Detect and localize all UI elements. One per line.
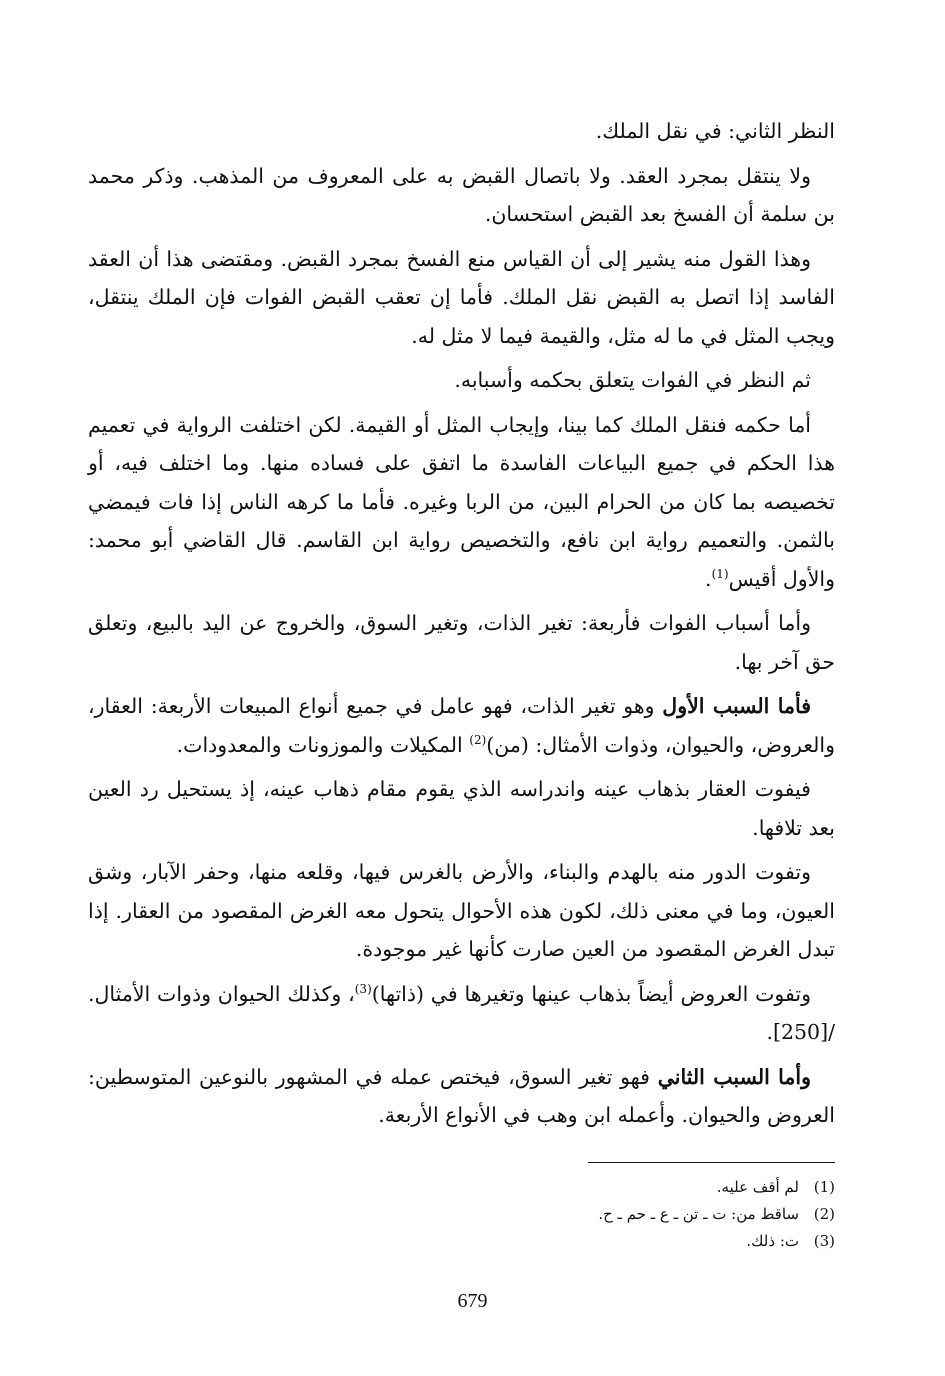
heading-paragraph: النظر الثاني: في نقل الملك. (595, 119, 835, 143)
paragraph: وتفوت الدور منه بالهدم والبناء، والأرض بالغرس فيها، وقلعه منها، وحفر الآبار، وشق العيون، وما في معنى ذلك، لكون هذه الأحوال يتحول معه الغرض المقصود من العقار. إذا تبدل الغرض المقصود من العين صارت كأنها غير موجودة. (88, 860, 835, 961)
footnote-text: ساقط من: ت ـ تن ـ ع ـ حم ـ ح. (598, 1205, 799, 1223)
paragraph-text: أما حكمه فنقل الملك كما بينا، وإيجاب المثل أو القيمة. لكن اختلفت الرواية في تعميم هذا الحكم في جميع البياعات الفاسدة ما اتفق على فساده منها. وما اختلف فيه، أو تخصيصه بما كان من الحرام البين، من الربا وغيره. فأما ما كرهه الناس إذا فات فيمضي بالثمن. والتعميم رواية ابن نافع، والتخصيص رواية ابن القاسم. قال القاضي أبو محمد: والأول أقيس (88, 412, 835, 591)
paragraph-text: وتفوت العروض أيضاً بذهاب عينها وتغيرها في (ذاتها) (371, 981, 811, 1006)
footnote-ref: (2) (469, 732, 487, 747)
paragraph-text: المكيلات والموزونات والمعدودات. (176, 732, 470, 757)
paragraph-text: ، وكذلك الحيوان وذوات الأمثال. /[250]. (88, 981, 835, 1044)
footnote (300, 1174, 835, 1201)
footnote (300, 1201, 835, 1228)
paragraph (88, 975, 835, 1052)
paragraph (88, 687, 835, 764)
body-text (88, 112, 835, 1141)
footnote-text: ت: ذلك. (746, 1232, 799, 1250)
footnote-ref: (3) (354, 981, 372, 996)
paragraph (88, 406, 835, 599)
footnote-ref: (1) (711, 566, 729, 581)
bold-lead: وأما السبب الثاني (657, 1064, 812, 1089)
paragraph-text: . (705, 566, 712, 591)
paragraph: فيفوت العقار بذهاب عينه واندراسه الذي يقوم مقام ذهاب عينه، إذ يستحيل رد العين بعد تلافها. (88, 777, 835, 840)
paragraph-text: فهو تغير السوق، فيختص عمله في المشهور بالنوعين المتوسطين: العروض والحيوان. وأعمله ابن وهب في الأنواع الأربعة. (88, 1064, 835, 1127)
footnote-number: (3) (813, 1232, 835, 1250)
paragraph: وهذا القول منه يشير إلى أن القياس منع الفسخ بمجرد القبض. ومقتضى هذا أن العقد الفاسد إذا اتصل به القبض نقل الملك. فأما إن تعقب القبض الفوات فإن الملك ينتقل، ويجب المثل في ما له مثل، والقيمة فيما لا مثل له. (88, 246, 835, 348)
footnote-number: (2) (813, 1205, 835, 1223)
footnote-text: لم أقف عليه. (716, 1178, 799, 1196)
footnote (300, 1228, 835, 1255)
bold-lead: فأما السبب الأول (662, 694, 811, 718)
page-number: 679 (457, 1290, 488, 1312)
paragraph: ولا ينتقل بمجرد العقد. ولا باتصال القبض به على المعروف من المذهب. وذكر محمد بن سلمة أن الفسخ بعد القبض استحسان. (88, 163, 835, 226)
paragraph (88, 1058, 835, 1135)
paragraph: وأما أسباب الفوات فأربعة: تغير الذات، وتغير السوق، والخروج عن اليد بالبيع، وتعلق حق آخر بها. (88, 611, 835, 674)
paragraph-text: وهو تغير الذات، فهو عامل في جميع أنواع المبيعات الأربعة: العقار، والعروض، والحيوان، وذوات الأمثال: (من) (88, 694, 835, 757)
footnote-divider (588, 1162, 835, 1163)
footnote-number: (1) (813, 1178, 835, 1196)
footnotes (300, 1174, 835, 1255)
paragraph: ثم النظر في الفوات يتعلق بحكمه وأسبابه. (454, 368, 811, 392)
